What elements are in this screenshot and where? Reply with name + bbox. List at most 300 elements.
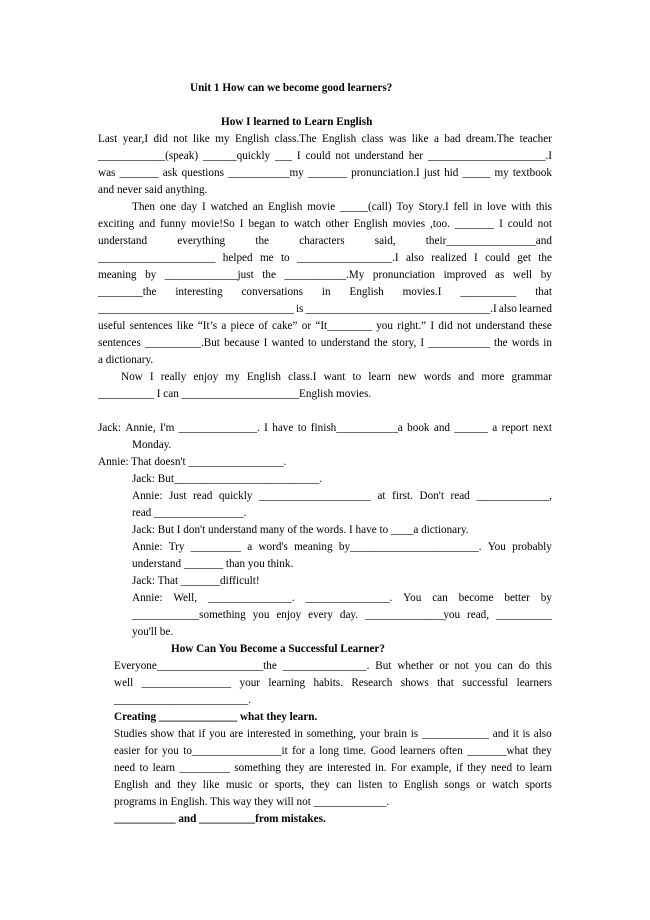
- word: need: [490, 762, 513, 774]
- word: can: [336, 779, 352, 791]
- dialogue-line-jack: Jack: That _______difficult!: [132, 575, 260, 587]
- word: at: [377, 490, 386, 502]
- word: my: [494, 167, 509, 179]
- word: ,too.: [430, 218, 450, 230]
- dialogue-line-jack: Jack: But__________________________.: [132, 473, 323, 485]
- word: her: [408, 150, 424, 162]
- word: it: [512, 728, 519, 740]
- dialogue-line-annie: [132, 488, 552, 504]
- word: and: [139, 218, 156, 230]
- word: interested: [246, 728, 291, 740]
- reading-line: [114, 743, 552, 759]
- word: listen: [358, 779, 383, 791]
- word: in.: [374, 762, 387, 774]
- word: by: [540, 269, 552, 281]
- reading-line: [121, 369, 552, 385]
- word: ___________: [428, 337, 490, 349]
- word: _________: [179, 762, 230, 774]
- word: _______: [454, 218, 495, 230]
- word: you: [376, 320, 393, 332]
- word: sentences: [129, 320, 173, 332]
- word: example,: [410, 762, 452, 774]
- word: quickly: [218, 490, 253, 502]
- word: English: [322, 133, 357, 145]
- word: love: [486, 201, 507, 213]
- word: Studies: [114, 728, 147, 740]
- word: do: [518, 660, 530, 672]
- reading-line: [98, 233, 552, 249]
- word: Annie:: [132, 490, 163, 502]
- word: not: [335, 150, 350, 162]
- word: to________________it: [183, 745, 288, 757]
- word: my: [225, 371, 240, 383]
- dialogue-line-jack: [98, 420, 552, 436]
- word: the: [255, 235, 270, 247]
- word: I: [201, 201, 206, 213]
- word: class.I: [288, 371, 317, 383]
- dialogue-line-annie: [132, 539, 552, 555]
- word: meaning: [98, 269, 137, 281]
- word: if: [455, 762, 463, 774]
- word: shows: [400, 677, 429, 689]
- reading-line: [98, 250, 552, 266]
- word: ____________: [421, 728, 490, 740]
- word: ______: [454, 422, 488, 434]
- word: words: [511, 337, 540, 349]
- word: understand: [475, 320, 525, 332]
- word: one: [159, 201, 177, 213]
- word: not: [173, 133, 188, 145]
- word: __________.But: [145, 337, 220, 349]
- word: they: [467, 762, 487, 774]
- reading-line: [98, 148, 552, 164]
- reading-line: ________________________.: [114, 694, 252, 706]
- word: sentences: [98, 337, 141, 349]
- word: cake”: [272, 320, 298, 332]
- word: because: [224, 337, 260, 349]
- word: me: [259, 252, 274, 264]
- reading-line: [98, 301, 552, 317]
- word: class: [361, 133, 384, 145]
- dialogue-line-annie: Annie: That doesn't _________________.: [98, 456, 287, 468]
- word: learned: [519, 303, 552, 315]
- word: English: [114, 779, 149, 791]
- word: Annie,: [125, 422, 156, 434]
- word: day: [180, 201, 198, 213]
- word: ________________: [141, 677, 232, 689]
- word: as: [495, 269, 505, 281]
- word: or: [439, 660, 449, 672]
- word: Then: [132, 201, 155, 213]
- word: ___: [275, 150, 292, 162]
- word: and: [154, 779, 171, 791]
- word: movie!So: [191, 218, 235, 230]
- word: to: [280, 218, 289, 230]
- word: can: [432, 592, 448, 604]
- word: _______________.: [207, 592, 295, 604]
- word: can: [497, 660, 513, 672]
- word: and: [458, 371, 475, 383]
- word: ____________something: [132, 609, 246, 621]
- word: understand: [354, 150, 404, 162]
- word: that: [437, 677, 454, 689]
- word: also: [498, 303, 517, 315]
- word: _______________.: [282, 660, 370, 672]
- word: _____________________: [98, 252, 216, 264]
- reading-line: [132, 199, 552, 215]
- word: their________________and: [425, 235, 552, 247]
- word: wanted: [271, 337, 304, 349]
- word: an: [252, 201, 264, 213]
- word: Don't: [419, 490, 444, 502]
- unit-title: Unit 1 How can we become good learners?: [190, 82, 393, 94]
- word: could: [485, 252, 510, 264]
- word: Toy: [396, 201, 414, 213]
- dialogue-line-annie: [132, 590, 552, 606]
- word: I: [264, 422, 268, 434]
- dialogue-line: read ________________.: [132, 507, 247, 519]
- word: a: [221, 320, 227, 332]
- reading-line: [98, 335, 552, 351]
- word: English: [349, 286, 384, 298]
- word: movies: [392, 218, 426, 230]
- word: learn: [368, 371, 391, 383]
- word: right.”: [397, 320, 427, 332]
- reading-line: [114, 675, 552, 691]
- word: these: [528, 320, 552, 332]
- word: for: [292, 745, 306, 757]
- word: story,: [391, 337, 417, 349]
- word: something: [234, 762, 281, 774]
- word: finish___________a: [310, 422, 403, 434]
- word: is: [522, 728, 531, 740]
- word: you: [162, 745, 179, 757]
- word: watch: [492, 779, 519, 791]
- word: are: [229, 728, 244, 740]
- word: or: [301, 320, 312, 332]
- word: class.The: [274, 133, 317, 145]
- reading-line: [114, 658, 552, 674]
- word: read: [450, 490, 470, 502]
- word: Now: [121, 371, 143, 383]
- word: English: [403, 779, 439, 791]
- word: or: [259, 779, 269, 791]
- word: could: [507, 218, 533, 230]
- word: ___________________________________: [98, 303, 294, 315]
- word: Last: [98, 133, 118, 145]
- word: “It________: [315, 320, 372, 332]
- word: to: [280, 252, 290, 264]
- word: you: [209, 728, 226, 740]
- word: watch: [293, 218, 321, 230]
- word: words: [423, 371, 451, 383]
- word: _________: [190, 541, 242, 553]
- word: English: [268, 201, 303, 213]
- word: first.: [392, 490, 413, 502]
- word: dream.The: [465, 133, 515, 145]
- word: like: [411, 133, 429, 145]
- word: to: [388, 779, 398, 791]
- word: Just: [169, 490, 187, 502]
- word: I: [430, 320, 435, 332]
- word: You: [403, 592, 422, 604]
- word: Try: [168, 541, 185, 553]
- section-heading: How Can You Become a Successful Learner?: [171, 643, 385, 655]
- word: pronunciation.I: [351, 167, 420, 179]
- word: a: [247, 541, 253, 553]
- word: get: [517, 252, 531, 264]
- word: teacher: [519, 133, 552, 145]
- word: they: [177, 779, 197, 791]
- word: learn: [152, 762, 176, 774]
- word: read: [193, 490, 213, 502]
- word: this: [535, 201, 552, 213]
- word: like: [202, 779, 220, 791]
- word: I'm: [159, 422, 175, 434]
- word: “It’s: [197, 320, 218, 332]
- word: I: [296, 150, 301, 162]
- word: You: [487, 541, 506, 553]
- word: For: [390, 762, 407, 774]
- word: like: [176, 320, 194, 332]
- word: _________________.I: [296, 252, 399, 264]
- word: just: [423, 167, 441, 179]
- reading-line: and never said anything.: [98, 184, 208, 196]
- word: to: [352, 371, 362, 383]
- word: did: [153, 133, 168, 145]
- word: I: [149, 371, 154, 383]
- word: learners: [399, 745, 436, 757]
- word: in: [294, 728, 303, 740]
- word: Research: [351, 677, 393, 689]
- word: also: [533, 728, 552, 740]
- reading-heading: How I learned to Learn English: [221, 116, 373, 128]
- word: probably: [512, 541, 552, 553]
- reading-line: [98, 284, 552, 300]
- word: really: [160, 371, 187, 383]
- reading-line: [98, 131, 552, 147]
- reading-line: [98, 267, 552, 283]
- word: Well,: [173, 592, 198, 604]
- reading-line: [114, 777, 552, 793]
- word: was: [388, 133, 407, 145]
- word: a: [433, 133, 439, 145]
- word: music: [225, 779, 253, 791]
- word: they: [310, 779, 330, 791]
- word: that: [178, 728, 195, 740]
- word: book: [407, 422, 430, 434]
- word: ______________you: [365, 609, 461, 621]
- word: learn: [529, 762, 552, 774]
- word: learning: [268, 677, 306, 689]
- word: I: [263, 337, 268, 349]
- word: for: [144, 745, 158, 757]
- reading-line: programs in English. This way they will not _____________.: [114, 796, 390, 808]
- word: often: [439, 745, 463, 757]
- word: are: [308, 762, 323, 774]
- word: helped: [222, 252, 253, 264]
- word: meaning: [294, 541, 333, 553]
- word: with: [511, 201, 531, 213]
- word: if: [198, 728, 206, 740]
- word: __________: [460, 286, 517, 298]
- word: began: [248, 218, 276, 230]
- word: they: [532, 745, 552, 757]
- word: your: [359, 728, 381, 740]
- word: better: [504, 592, 530, 604]
- word: report: [501, 422, 529, 434]
- word: Jack:: [98, 422, 121, 434]
- word: Annie:: [132, 541, 163, 553]
- word: movies.I: [402, 286, 442, 298]
- word: was: [98, 167, 116, 179]
- word: ________the: [98, 286, 157, 298]
- word: the: [374, 337, 388, 349]
- word: ____________(speak): [98, 150, 199, 162]
- word: I: [499, 218, 503, 230]
- word: ___________.My: [284, 269, 365, 281]
- word: my: [215, 133, 230, 145]
- word: become: [458, 592, 494, 604]
- word: _____________________.I: [428, 150, 552, 162]
- word: in: [543, 337, 552, 349]
- word: said,: [374, 235, 396, 247]
- dialogue-line: you'll be.: [132, 626, 174, 638]
- word: exciting: [98, 218, 135, 230]
- word: _________________________________.I: [305, 303, 497, 315]
- word: year,I: [122, 133, 149, 145]
- word: conversations: [241, 286, 303, 298]
- reading-line: [98, 165, 552, 181]
- word: the: [262, 269, 276, 281]
- word: a: [492, 422, 498, 434]
- word: word's: [258, 541, 288, 553]
- word: pronunciation: [372, 269, 436, 281]
- word: grammar: [511, 371, 552, 383]
- word: to: [297, 422, 307, 434]
- word: long: [319, 745, 339, 757]
- word: ask: [162, 167, 178, 179]
- word: songs: [444, 779, 470, 791]
- word: sports,: [274, 779, 305, 791]
- word: need: [114, 762, 136, 774]
- word: every: [308, 609, 333, 621]
- word: a: [309, 745, 315, 757]
- subheading: ___________ and __________from mistakes.: [114, 813, 326, 825]
- word: _____(call): [340, 201, 392, 213]
- word: day.: [339, 609, 359, 621]
- word: ______quickly: [203, 150, 271, 162]
- word: _______________.: [305, 592, 393, 604]
- word: interesting: [175, 286, 223, 298]
- dialogue-line: [132, 607, 552, 623]
- word: want: [323, 371, 346, 383]
- word: brain: [383, 728, 407, 740]
- word: sports: [525, 779, 552, 791]
- word: read,: [467, 609, 490, 621]
- word: to: [139, 762, 149, 774]
- word: you: [474, 660, 492, 672]
- word: But: [375, 660, 392, 672]
- word: in: [473, 201, 483, 213]
- word: new: [397, 371, 417, 383]
- word: useful: [98, 320, 126, 332]
- word: _______: [307, 167, 348, 179]
- word: that: [535, 286, 552, 298]
- word: realized: [431, 252, 467, 264]
- word: enjoy: [193, 371, 219, 383]
- word: Everyone___________________the: [114, 660, 277, 672]
- word: well: [512, 269, 533, 281]
- word: textbook: [512, 167, 552, 179]
- word: ___________my: [228, 167, 304, 179]
- word: learners: [516, 677, 552, 689]
- subheading: Creating ______________ what they learn.: [114, 711, 318, 723]
- word: watched: [210, 201, 248, 213]
- word: successful: [462, 677, 509, 689]
- word: _______: [119, 167, 159, 179]
- word: _____________,: [476, 490, 552, 502]
- word: characters: [299, 235, 345, 247]
- dialogue-line: understand _______ than you think.: [132, 558, 294, 570]
- word: and: [492, 728, 509, 740]
- word: interested: [327, 762, 371, 774]
- word: and: [433, 422, 451, 434]
- word: more: [481, 371, 505, 383]
- word: the: [538, 252, 552, 264]
- word: English: [234, 133, 270, 145]
- reading-line: [98, 216, 552, 232]
- reading-line: a dictionary.: [98, 354, 154, 366]
- word: Annie:: [132, 592, 163, 604]
- word: like: [193, 133, 210, 145]
- word: they: [285, 762, 305, 774]
- reading-line: [114, 760, 552, 776]
- word: could: [305, 150, 331, 162]
- word: I: [239, 218, 244, 230]
- word: also: [405, 252, 424, 264]
- word: English: [353, 218, 388, 230]
- word: well: [114, 677, 134, 689]
- word: funny: [160, 218, 187, 230]
- reading-line: __________ I can _____________________English movies.: [98, 388, 372, 400]
- word: ______________.: [178, 422, 260, 434]
- word: _____________just: [164, 269, 254, 281]
- word: Story.I: [418, 201, 449, 213]
- word: is: [295, 303, 304, 315]
- word: improved: [443, 269, 487, 281]
- word: questions: [181, 167, 224, 179]
- word: I: [420, 337, 425, 349]
- word: something,: [306, 728, 357, 740]
- word: time.: [343, 745, 367, 757]
- dialogue-line-jack: Jack: But I don't understand many of the words. I have to ____a dictionary.: [132, 524, 469, 536]
- word: easier: [114, 745, 141, 757]
- word: understand: [98, 235, 148, 247]
- word: _____: [462, 167, 491, 179]
- word: _______what: [467, 745, 529, 757]
- word: not: [456, 320, 472, 332]
- word: piece: [230, 320, 255, 332]
- word: other: [325, 218, 349, 230]
- word: next: [532, 422, 552, 434]
- word: hid: [444, 167, 459, 179]
- word: English: [246, 371, 282, 383]
- word: __________: [495, 609, 552, 621]
- word: your: [239, 677, 261, 689]
- word: show: [150, 728, 175, 740]
- word: to: [307, 337, 317, 349]
